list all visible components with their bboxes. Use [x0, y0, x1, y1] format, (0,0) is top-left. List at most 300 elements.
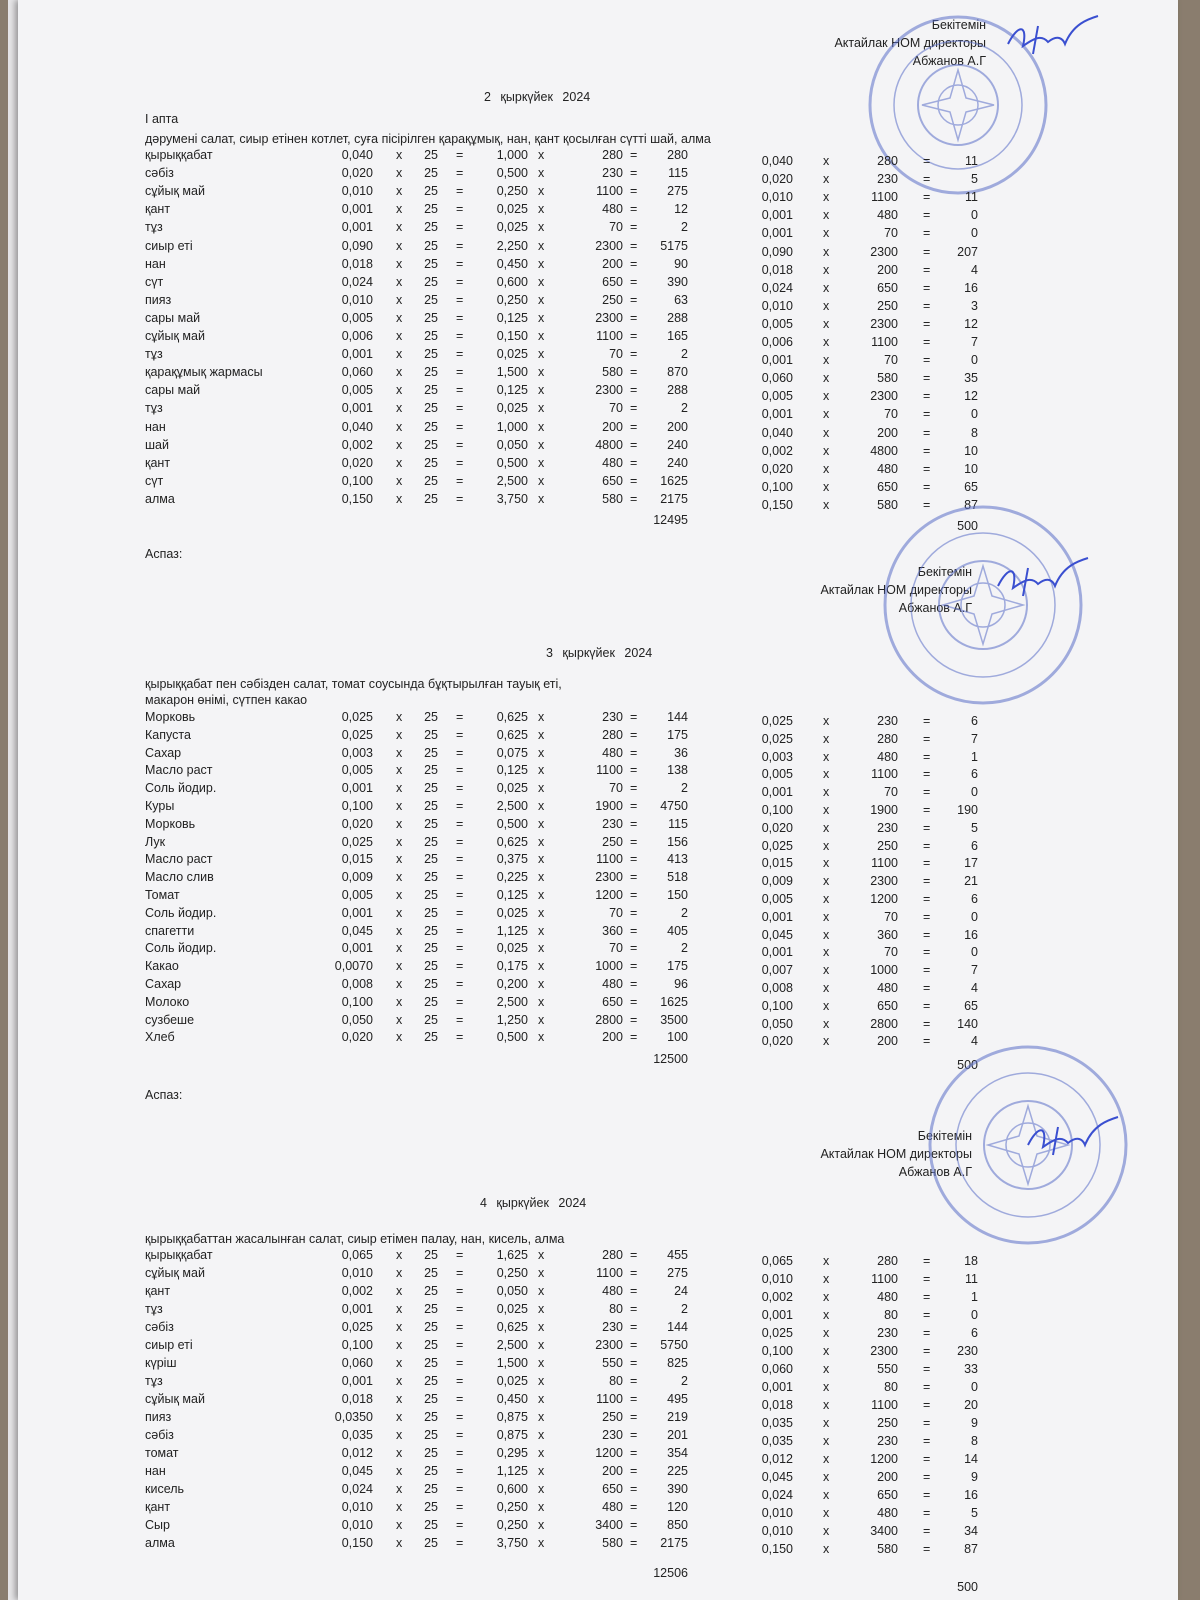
total-quantity: 0,025	[496, 202, 528, 217]
times-sign: x	[396, 238, 403, 253]
equals-sign: =	[923, 1398, 931, 1412]
price: 480	[877, 981, 898, 995]
equals-sign: =	[630, 491, 638, 506]
total-cost: 201	[667, 1428, 688, 1442]
times-sign: x	[823, 316, 830, 331]
price: 250	[602, 834, 623, 849]
ingredient-name: сары май	[145, 383, 201, 398]
price: 480	[602, 202, 623, 217]
times-sign: x	[538, 473, 545, 488]
ingredient-name: тұз	[145, 1374, 163, 1388]
quantity-per-child: 0,025	[761, 838, 793, 853]
equals-sign: =	[456, 834, 464, 849]
portions: 25	[424, 1338, 438, 1352]
portions: 25	[424, 202, 438, 217]
total-quantity: 0,875	[496, 1410, 528, 1424]
times-sign: x	[823, 1254, 830, 1268]
times-sign: x	[396, 888, 403, 902]
equals-sign: =	[456, 941, 464, 956]
equals-sign: =	[923, 1452, 931, 1466]
times-sign: x	[823, 280, 830, 295]
equals-sign: =	[630, 1012, 638, 1027]
total-cost: 96	[674, 977, 688, 991]
table-row	[18, 1302, 1178, 1320]
price: 70	[609, 781, 623, 796]
equals-sign: =	[456, 1446, 464, 1460]
cost-per-child: 230	[957, 1344, 978, 1358]
portions: 25	[424, 310, 438, 325]
ingredient-name: Соль йодир.	[145, 781, 217, 796]
equals-sign: =	[923, 461, 931, 476]
equals-sign: =	[923, 497, 931, 512]
equals-sign: =	[456, 1302, 464, 1316]
cost-per-child: 5	[971, 1506, 978, 1520]
cost-per-child: 11	[965, 190, 978, 205]
quantity: 0,001	[341, 220, 373, 235]
portions: 25	[424, 1500, 438, 1514]
equals-sign: =	[630, 1320, 638, 1334]
ingredient-name: Морковь	[145, 710, 196, 724]
quantity: 0,003	[341, 745, 373, 760]
quantity: 0,005	[341, 310, 373, 325]
equals-sign: =	[630, 238, 638, 253]
equals-sign: =	[923, 353, 931, 368]
times-sign: x	[396, 1356, 403, 1370]
cost-per-child: 16	[964, 280, 978, 295]
cost-per-child: 11	[965, 154, 978, 168]
quantity: 0,001	[341, 941, 373, 956]
total-cost: 240	[667, 437, 688, 452]
price: 650	[602, 274, 623, 289]
cook-label: Аспаз:	[145, 547, 183, 561]
price: 280	[602, 1248, 623, 1262]
table-row	[18, 420, 1178, 438]
equals-sign: =	[456, 365, 464, 380]
table-row	[18, 1464, 1178, 1482]
quantity: 0,025	[341, 1320, 373, 1334]
times-sign: x	[823, 407, 830, 422]
portions: 25	[424, 888, 438, 902]
times-sign: x	[538, 274, 545, 289]
quantity: 0,040	[341, 419, 373, 434]
times-sign: x	[396, 816, 403, 831]
equals-sign: =	[456, 994, 464, 1009]
total-cost: 518	[667, 870, 688, 885]
table-row	[18, 148, 1178, 166]
price: 580	[877, 1542, 898, 1556]
quantity-per-child: 0,002	[761, 443, 793, 458]
equals-sign: =	[456, 905, 464, 920]
price: 280	[877, 1254, 898, 1268]
equals-sign: =	[630, 437, 638, 452]
portions: 25	[424, 1518, 438, 1532]
total-quantity: 1,125	[496, 923, 528, 938]
price: 1100	[596, 329, 623, 343]
times-sign: x	[396, 491, 403, 506]
equals-sign: =	[456, 763, 464, 778]
equals-sign: =	[456, 184, 464, 199]
ingredient-name: күріш	[145, 1356, 177, 1370]
times-sign: x	[823, 479, 830, 494]
total-quantity: 1,250	[496, 1012, 528, 1027]
times-sign: x	[823, 244, 830, 259]
times-sign: x	[396, 1284, 403, 1298]
times-sign: x	[823, 172, 830, 187]
cost-per-child: 12	[964, 389, 978, 404]
cost-per-child: 12	[964, 316, 978, 331]
equals-sign: =	[923, 1470, 931, 1484]
times-sign: x	[823, 389, 830, 404]
cost-per-child: 190	[957, 803, 978, 817]
price: 70	[884, 785, 898, 800]
equals-sign: =	[630, 292, 638, 307]
times-sign: x	[538, 292, 545, 307]
price: 1000	[595, 959, 623, 974]
cost-per-child: 1	[971, 1290, 978, 1304]
cost-per-child: 5	[971, 820, 978, 835]
menu-line: қырыққабат пен сәбізден салат, томат соусында бұқтырылған тауық еті,	[145, 677, 562, 691]
equals-sign: =	[630, 1356, 638, 1370]
quantity-per-child: 0,015	[761, 856, 793, 871]
equals-sign: =	[923, 172, 931, 187]
table-row	[18, 383, 1178, 404]
portions: 25	[424, 329, 438, 343]
table-row	[18, 275, 1178, 293]
total-quantity: 1,625	[496, 1248, 528, 1262]
equals-sign: =	[630, 202, 638, 217]
quantity-per-child: 0,040	[761, 154, 793, 168]
equals-sign: =	[630, 834, 638, 849]
times-sign: x	[538, 419, 545, 434]
times-sign: x	[538, 799, 545, 813]
menu-description	[145, 131, 711, 147]
total-quantity: 0,250	[496, 1500, 528, 1514]
table-row	[18, 347, 1178, 368]
price: 80	[884, 1308, 898, 1322]
total-cost: 2	[681, 347, 688, 362]
quantity: 0,0070	[334, 959, 373, 974]
equals-sign: =	[456, 1320, 464, 1334]
cost-per-child: 18	[964, 1254, 978, 1268]
total-cost: 825	[667, 1356, 688, 1370]
price: 650	[602, 994, 623, 1009]
equals-sign: =	[630, 941, 638, 956]
times-sign: x	[396, 166, 403, 181]
portions: 25	[424, 365, 438, 380]
total-cost: 144	[667, 1320, 688, 1334]
portions: 25	[424, 238, 438, 253]
total-cost: 495	[667, 1392, 688, 1406]
price: 480	[877, 208, 898, 223]
quantity: 0,045	[341, 923, 373, 938]
equals-sign: =	[923, 1272, 931, 1286]
table-row	[18, 1446, 1178, 1464]
menu-date: 3 қыркүйек 2024	[546, 646, 653, 660]
total-quantity: 0,050	[496, 1284, 528, 1298]
times-sign: x	[396, 401, 403, 416]
times-sign: x	[823, 353, 830, 368]
equals-sign: =	[923, 998, 931, 1013]
equals-sign: =	[456, 1030, 464, 1045]
quantity-per-child: 0,150	[761, 1542, 793, 1556]
ingredient-name: алма	[145, 491, 175, 506]
price: 80	[609, 1374, 623, 1388]
cost-per-child: 8	[971, 425, 978, 440]
times-sign: x	[396, 1302, 403, 1316]
quantity-per-child: 0,001	[761, 909, 793, 924]
menu-description	[145, 676, 562, 708]
price: 650	[877, 479, 898, 494]
approve-title: Бекітемін	[917, 1129, 972, 1143]
equals-sign: =	[630, 1482, 638, 1496]
times-sign: x	[396, 365, 403, 380]
price: 4800	[870, 443, 898, 458]
quantity-per-child: 0,001	[761, 1380, 793, 1394]
total-cost: 90	[674, 256, 688, 271]
equals-sign: =	[630, 148, 638, 162]
price: 70	[884, 909, 898, 924]
total-per-child: 500	[957, 1580, 978, 1594]
times-sign: x	[538, 763, 545, 778]
equals-sign: =	[456, 310, 464, 325]
equals-sign: =	[923, 443, 931, 458]
total-quantity: 0,625	[496, 710, 528, 724]
equals-sign: =	[456, 1464, 464, 1478]
table-row	[18, 311, 1178, 329]
equals-sign: =	[630, 781, 638, 796]
ingredient-name: сұйық май	[145, 1266, 205, 1280]
quantity: 0,040	[341, 148, 373, 162]
times-sign: x	[396, 310, 403, 325]
times-sign: x	[823, 838, 830, 853]
equals-sign: =	[456, 166, 464, 181]
cost-per-child: 7	[971, 731, 978, 746]
portions: 25	[424, 1284, 438, 1298]
times-sign: x	[538, 383, 545, 398]
menu-date: 4 қыркүйек 2024	[480, 1196, 587, 1210]
total-quantity: 0,025	[496, 401, 528, 416]
table-row	[18, 710, 1178, 728]
ingredient-name: нан	[145, 1464, 166, 1478]
ingredient-name: сұйық май	[145, 329, 205, 343]
times-sign: x	[823, 1452, 830, 1466]
times-sign: x	[823, 1362, 830, 1376]
quantity: 0,060	[341, 1356, 373, 1370]
portions: 25	[424, 473, 438, 488]
times-sign: x	[396, 1410, 403, 1424]
portions: 25	[424, 1464, 438, 1478]
times-sign: x	[823, 1416, 830, 1430]
quantity-per-child: 0,018	[761, 262, 793, 277]
equals-sign: =	[923, 262, 931, 277]
times-sign: x	[538, 816, 545, 831]
quantity: 0,015	[341, 852, 373, 867]
equals-sign: =	[630, 923, 638, 938]
price: 200	[877, 262, 898, 277]
equals-sign: =	[923, 1308, 931, 1322]
cost-per-child: 6	[971, 838, 978, 853]
equals-sign: =	[456, 1428, 464, 1442]
ingredient-name: нан	[145, 256, 166, 271]
times-sign: x	[396, 1374, 403, 1388]
portions: 25	[424, 1356, 438, 1370]
quantity: 0,020	[341, 455, 373, 470]
price: 250	[877, 1416, 898, 1430]
table-row	[18, 401, 1178, 422]
quantity: 0,060	[341, 365, 373, 380]
total-quantity: 0,175	[496, 959, 528, 974]
cost-per-child: 6	[971, 714, 978, 728]
total-cost: 354	[667, 1446, 688, 1460]
portions: 25	[424, 148, 438, 162]
total-quantity: 0,025	[496, 220, 528, 235]
table-row	[18, 888, 1178, 906]
times-sign: x	[396, 710, 403, 724]
times-sign: x	[823, 425, 830, 440]
equals-sign: =	[630, 1500, 638, 1514]
total-cost: 219	[667, 1410, 688, 1424]
equals-sign: =	[456, 437, 464, 452]
director-signature	[993, 556, 1093, 601]
times-sign: x	[538, 256, 545, 271]
price: 1100	[596, 1392, 623, 1406]
price: 1900	[870, 803, 898, 817]
times-sign: x	[823, 1434, 830, 1448]
ingredient-name: сары май	[145, 310, 201, 325]
price: 480	[877, 461, 898, 476]
price: 230	[877, 1434, 898, 1448]
equals-sign: =	[923, 981, 931, 995]
price: 280	[877, 731, 898, 746]
equals-sign: =	[923, 389, 931, 404]
times-sign: x	[396, 1030, 403, 1045]
equals-sign: =	[630, 347, 638, 362]
portions: 25	[424, 745, 438, 760]
ingredient-name: сәбіз	[145, 1428, 174, 1442]
total-cost: 5750	[660, 1338, 688, 1352]
price: 200	[877, 1470, 898, 1484]
times-sign: x	[538, 1284, 545, 1298]
times-sign: x	[823, 749, 830, 764]
times-sign: x	[538, 1012, 545, 1027]
cost-per-child: 87	[964, 497, 978, 512]
menu-date: 2 қыркүйек 2024	[484, 90, 591, 104]
equals-sign: =	[923, 208, 931, 223]
quantity-per-child: 0,024	[761, 280, 793, 295]
equals-sign: =	[456, 888, 464, 902]
portions: 25	[424, 220, 438, 235]
equals-sign: =	[630, 888, 638, 902]
equals-sign: =	[630, 763, 638, 778]
cost-per-child: 11	[965, 1272, 978, 1286]
price: 250	[602, 1410, 623, 1424]
quantity-per-child: 0,100	[761, 803, 793, 817]
total-cost: 225	[667, 1464, 688, 1478]
quantity: 0,010	[341, 292, 373, 307]
portions: 25	[424, 941, 438, 956]
cost-per-child: 4	[971, 1034, 978, 1049]
price: 2300	[595, 1338, 623, 1352]
price: 480	[602, 1284, 623, 1298]
price: 230	[602, 1428, 623, 1442]
times-sign: x	[538, 959, 545, 974]
total-quantity: 0,600	[496, 1482, 528, 1496]
times-sign: x	[396, 184, 403, 199]
times-sign: x	[538, 1518, 545, 1532]
price: 2300	[595, 870, 623, 885]
cost-per-child: 9	[971, 1470, 978, 1484]
equals-sign: =	[456, 710, 464, 724]
total-quantity: 0,875	[496, 1428, 528, 1442]
times-sign: x	[538, 1392, 545, 1406]
total-cost: 1625	[660, 994, 688, 1009]
price: 70	[884, 945, 898, 960]
times-sign: x	[823, 371, 830, 386]
times-sign: x	[538, 347, 545, 362]
quantity-per-child: 0,005	[761, 389, 793, 404]
quantity: 0,010	[341, 1266, 373, 1280]
price: 2300	[870, 874, 898, 889]
equals-sign: =	[923, 1434, 931, 1448]
equals-sign: =	[630, 310, 638, 325]
quantity: 0,100	[341, 1338, 373, 1352]
total-cost: 138	[667, 763, 688, 778]
equals-sign: =	[630, 184, 638, 199]
ingredient-name: сұйық май	[145, 184, 205, 199]
total-quantity: 0,250	[496, 292, 528, 307]
table-row	[18, 906, 1178, 924]
table-row	[18, 941, 1178, 959]
equals-sign: =	[456, 745, 464, 760]
quantity: 0,001	[341, 202, 373, 217]
equals-sign: =	[630, 905, 638, 920]
price: 230	[877, 820, 898, 835]
portions: 25	[424, 977, 438, 991]
times-sign: x	[396, 1482, 403, 1496]
price: 80	[609, 1302, 623, 1316]
equals-sign: =	[923, 945, 931, 960]
times-sign: x	[538, 870, 545, 885]
portions: 25	[424, 1320, 438, 1334]
ingredient-name: Куры	[145, 799, 175, 813]
equals-sign: =	[456, 870, 464, 885]
times-sign: x	[823, 443, 830, 458]
ingredient-name: спагетти	[145, 923, 195, 938]
times-sign: x	[538, 905, 545, 920]
quantity-per-child: 0,005	[761, 767, 793, 782]
total-quantity: 0,500	[496, 166, 528, 181]
portions: 25	[424, 455, 438, 470]
table-row	[18, 1248, 1178, 1266]
total-quantity: 0,025	[496, 1374, 528, 1388]
equals-sign: =	[630, 1302, 638, 1316]
price: 70	[609, 905, 623, 920]
quantity-per-child: 0,010	[761, 1506, 793, 1520]
equals-sign: =	[456, 220, 464, 235]
cost-per-child: 65	[964, 998, 978, 1013]
times-sign: x	[538, 1266, 545, 1280]
quantity-per-child: 0,009	[761, 874, 793, 889]
total-cost: 175	[667, 727, 688, 742]
times-sign: x	[396, 1266, 403, 1280]
equals-sign: =	[630, 274, 638, 289]
total-cost: 115	[668, 166, 688, 181]
table-row	[18, 1266, 1178, 1284]
equals-sign: =	[630, 220, 638, 235]
times-sign: x	[396, 419, 403, 434]
portions: 25	[424, 1302, 438, 1316]
table-row	[18, 1428, 1178, 1446]
